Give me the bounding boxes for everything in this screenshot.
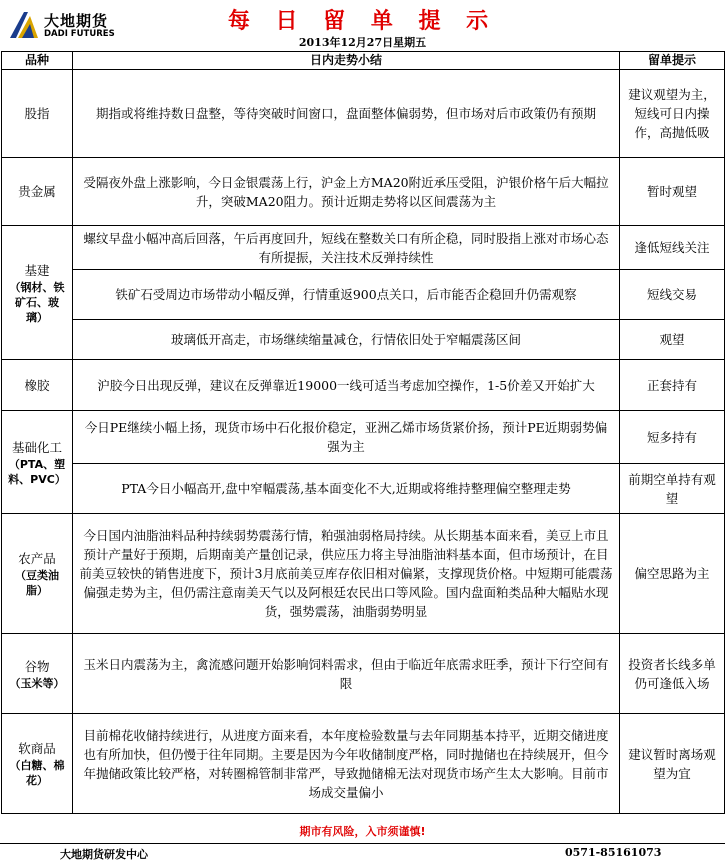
category-subtitle: （钢材、铁矿石、玻璃） bbox=[9, 280, 65, 324]
tip-cell: 前期空单持有观望 bbox=[620, 464, 725, 514]
tip-cell: 暂时观望 bbox=[620, 158, 725, 226]
category-cell bbox=[2, 158, 73, 226]
summary-cell: 期指或将维持数日盘整，等待突破时间窗口，盘面整体偏弱势，但市场对后市政策仍有预期 bbox=[73, 70, 620, 158]
table-row bbox=[2, 514, 725, 634]
category-subtitle: （白糖、棉花） bbox=[9, 759, 65, 787]
report-date: 2013年12月27日星期五 bbox=[298, 36, 427, 49]
category-cell bbox=[2, 411, 73, 514]
table-header-row bbox=[2, 52, 725, 70]
summary-cell: 今日国内油脂油料品种持续弱势震荡行情，粕强油弱格局持续。从长期基本面来看，美豆上市且预计产量好于预期，后期南美产量创记录，供应压力将主导油脂油料基本面，但市场预计，在目前美豆较快的销售进度下，预计3月底前美豆库存依旧相对偏紧，支撑现货价格。中短期可能震荡偏强走势为主，但仍需注意南美天气以及阿根廷农民出口等风险。国内盘面粕类品种大幅贴水现货，强势震荡，油脂弱势明显 bbox=[73, 514, 620, 634]
logo-english-name: DADI FUTURES bbox=[44, 29, 115, 39]
table-row bbox=[2, 634, 725, 714]
table-row bbox=[2, 226, 725, 270]
category-cell bbox=[2, 360, 73, 411]
col-header-tip: 留单提示 bbox=[620, 52, 725, 70]
table-row bbox=[2, 360, 725, 411]
logo-chinese-name: 大地期货 bbox=[44, 12, 109, 30]
col-header-summary: 日内走势小结 bbox=[73, 52, 620, 70]
category-name: 软商品 bbox=[18, 741, 56, 756]
category-subtitle: （PTA、塑料、PVC） bbox=[8, 457, 66, 486]
category-name: 贵金属 bbox=[18, 184, 56, 199]
tip-cell: 投资者长线多单仍可逢低入场 bbox=[620, 634, 725, 714]
report-header bbox=[0, 0, 725, 50]
category-name: 基础化工 bbox=[11, 439, 62, 455]
category-cell bbox=[2, 714, 73, 814]
col-header-category: 品种 bbox=[2, 52, 73, 70]
category-name: 橡胶 bbox=[24, 377, 50, 393]
category-cell bbox=[2, 634, 73, 714]
tip-cell: 正套持有 bbox=[620, 360, 725, 411]
summary-cell: 螺纹早盘小幅冲高后回落，午后再度回升，短线在整数关口有所企稳，同时股指上涨对市场心态有所提振，关注技术反弹持续性 bbox=[73, 226, 620, 270]
category-cell bbox=[2, 226, 73, 360]
summary-cell: 目前棉花收储持续进行，从进度方面来看，本年度检验数量与去年同期基本持平，近期交储进度也有所加快，但仍慢于往年同期。主要是因为今年收储制度严格，同时抛储也在持续展开，但今年抛储政策比较严格，对转圈棉管制非常严，导致抛储棉无法对现货市场产生太大影响。目前市场成交量偏小 bbox=[73, 714, 620, 814]
category-subtitle: （豆类油脂） bbox=[15, 569, 59, 597]
table-row bbox=[2, 158, 725, 226]
summary-cell: 沪胶今日出现反弹，建议在反弹靠近19000一线可适当考虑加空操作，1-5价差又开始扩大 bbox=[73, 360, 620, 411]
category-cell bbox=[2, 514, 73, 634]
table-row bbox=[2, 714, 725, 814]
tip-cell: 观望 bbox=[620, 320, 725, 360]
table-row bbox=[2, 411, 725, 464]
tip-cell: 建议暂时离场观望为宜 bbox=[620, 714, 725, 814]
table-row bbox=[2, 320, 725, 360]
risk-warning: 期市有风险，入市须谨慎! bbox=[299, 825, 426, 838]
category-name: 谷物 bbox=[24, 658, 50, 674]
tip-cell: 逢低短线关注 bbox=[620, 226, 725, 270]
summary-cell: 玉米日内震荡为主，禽流感问题开始影响饲料需求，但由于临近年底需求旺季，预计下行空间有限 bbox=[73, 634, 620, 714]
research-center-name: 大地期货研发中心 bbox=[60, 848, 148, 861]
category-cell bbox=[2, 70, 73, 158]
tip-cell: 短多持有 bbox=[620, 411, 725, 464]
category-subtitle: （玉米等） bbox=[9, 676, 65, 690]
footer-divider bbox=[0, 843, 725, 844]
summary-cell: 今日PE继续小幅上扬，现货市场中石化报价稳定，亚洲乙烯市场货紧价扬，预计PE近期弱势偏强为主 bbox=[73, 411, 620, 464]
daily-tips-table bbox=[1, 51, 725, 814]
tip-cell: 偏空思路为主 bbox=[620, 514, 725, 634]
category-name: 农产品 bbox=[18, 551, 56, 566]
tip-cell: 建议观望为主，短线可日内操作，高抛低吸 bbox=[620, 70, 725, 158]
table-row bbox=[2, 464, 725, 514]
tip-cell: 短线交易 bbox=[620, 270, 725, 320]
table-row bbox=[2, 70, 725, 158]
summary-cell: 玻璃低开高走，市场继续缩量减仓，行情依旧处于窄幅震荡区间 bbox=[73, 320, 620, 360]
summary-cell: 受隔夜外盘上涨影响，今日金银震荡上行，沪金上方MA20附近承压受阻，沪银价格午后大幅拉升，突破MA20阻力。预计近期走势将以区间震荡为主 bbox=[73, 158, 620, 226]
summary-cell: 铁矿石受周边市场带动小幅反弹，行情重返900点关口，后市能否企稳回升仍需观察 bbox=[73, 270, 620, 320]
contact-phone: 0571-85161073 bbox=[565, 846, 662, 859]
summary-cell: PTA今日小幅高开,盘中窄幅震荡,基本面变化不大,近期或将维持整理偏空整理走势 bbox=[73, 464, 620, 514]
report-title: 每 日 留 单 提 示 bbox=[227, 9, 498, 34]
category-name: 基建 bbox=[24, 262, 50, 278]
table-row bbox=[2, 270, 725, 320]
category-name: 股指 bbox=[24, 106, 50, 121]
